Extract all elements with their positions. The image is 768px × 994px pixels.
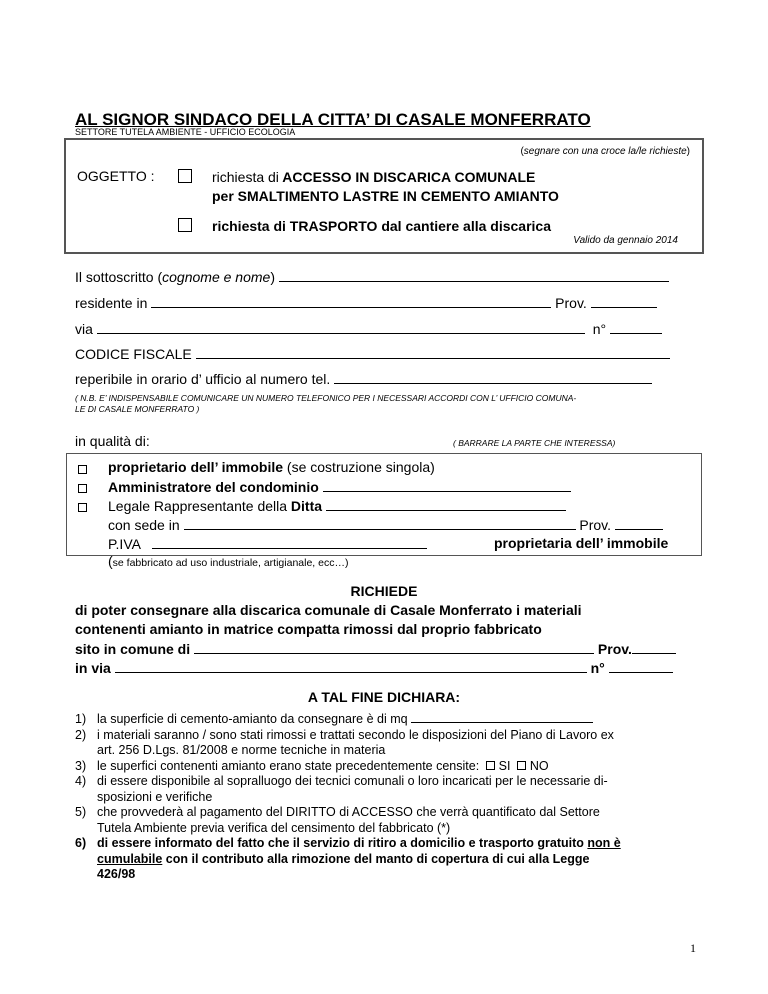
administrator-option: Amministratore del condominio bbox=[108, 478, 571, 495]
subject-label: OGGETTO : bbox=[77, 168, 155, 184]
name-field-row[interactable]: Il sottoscritto (cognome e nome) bbox=[75, 268, 669, 285]
vat-input-line[interactable] bbox=[152, 535, 427, 549]
street-row: via n° bbox=[75, 320, 662, 337]
capacity-label: in qualità di: bbox=[75, 433, 150, 449]
area-input-line[interactable] bbox=[411, 711, 593, 723]
legal-rep-checkbox[interactable] bbox=[78, 503, 87, 512]
request-access-checkbox[interactable] bbox=[178, 169, 192, 183]
declaration-heading: A TAL FINE DICHIARA: bbox=[307, 689, 461, 705]
tax-code-row: CODICE FISCALE bbox=[75, 345, 670, 362]
phone-note-line2: LE DI CASALE MONFERRATO ) bbox=[75, 404, 200, 414]
request-transport-checkbox[interactable] bbox=[178, 218, 192, 232]
owner-checkbox[interactable] bbox=[78, 465, 87, 474]
census-yes-checkbox[interactable] bbox=[486, 761, 495, 770]
industrial-note: (se fabbricato ad uso industriale, artigianale, ecc…) bbox=[108, 553, 349, 569]
request-line1: di poter consegnare alla discarica comunale di Casale Monferrato i materiali bbox=[75, 602, 582, 618]
street-input-line[interactable] bbox=[97, 320, 585, 334]
subject-box bbox=[64, 138, 704, 254]
name-input-line[interactable] bbox=[279, 268, 669, 282]
headquarters-input-line[interactable] bbox=[184, 516, 576, 530]
street-number-input-line[interactable] bbox=[610, 320, 662, 334]
site-input-line[interactable] bbox=[194, 640, 594, 654]
headquarters-prov-input-line[interactable] bbox=[615, 516, 663, 530]
capacity-note: ( BARRARE LA PARTE CHE INTERESSA) bbox=[453, 438, 616, 448]
declaration-item: 2) i materiali saranno / sono stati rimossi e trattati secondo le disposizioni del Piano di Lavoro ex bbox=[75, 727, 614, 742]
owner-company-label: proprietaria dell’ immobile bbox=[494, 535, 669, 551]
site-number-input-line[interactable] bbox=[609, 659, 673, 673]
request-transport-label: richiesta di TRASPORTO dal cantiere alla discarica bbox=[212, 218, 551, 234]
site-street-input-line[interactable] bbox=[115, 659, 587, 673]
vat-row: P.IVA bbox=[108, 535, 427, 552]
phone-input-line[interactable] bbox=[334, 370, 652, 384]
site-prov-input-line[interactable] bbox=[632, 640, 676, 654]
request-access-line1: richiesta di ACCESSO IN DISCARICA COMUNALE bbox=[212, 169, 536, 185]
declaration-item: 6) di essere informato del fatto che il servizio di ritiro a domicilio e trasporto gratuito non è bbox=[75, 836, 621, 850]
page-title: AL SIGNOR SINDACO DELLA CITTA’ DI CASALE MONFERRATO bbox=[75, 110, 591, 129]
subject-note: (segnare con una croce la/le richieste) bbox=[520, 146, 690, 157]
residence-row: residente in Prov. bbox=[75, 294, 657, 311]
phone-note-line1: ( N.B. E’ INDISPENSABILE COMUNICARE UN NUMERO TELEFONICO PER I NECESSARI ACCORDI CON L’ UFFICIO COMUNA- bbox=[75, 393, 577, 403]
request-line2: contenenti amianto in matrice compatta rimossi dal proprio fabbricato bbox=[75, 621, 542, 637]
request-access-line2: per SMALTIMENTO LASTRE IN CEMENTO AMIANTO bbox=[212, 188, 559, 204]
department-label: SETTORE TUTELA AMBIENTE - UFFICIO ECOLOGIA bbox=[75, 127, 296, 137]
declaration-item: 4) di essere disponibile al sopralluogo dei tecnici comunali o loro incaricati per le necessarie di- bbox=[75, 774, 608, 788]
phone-row: reperibile in orario d’ ufficio al numero tel. bbox=[75, 370, 652, 387]
site-street-row: in via n° bbox=[75, 659, 673, 676]
administrator-input-line[interactable] bbox=[323, 478, 571, 492]
census-no-checkbox[interactable] bbox=[517, 761, 526, 770]
declaration-item: 5) che provvederà al pagamento del DIRITTO di ACCESSO che verrà quantificato dal Settore bbox=[75, 805, 600, 819]
legal-rep-option: Legale Rappresentante della Ditta bbox=[108, 497, 566, 514]
declaration-item: 3) le superfici contenenti amianto erano state precedentemente censite: SI NO bbox=[75, 758, 549, 773]
residence-input-line[interactable] bbox=[151, 294, 551, 308]
site-row: sito in comune di Prov. bbox=[75, 640, 676, 657]
owner-option: proprietario dell’ immobile (se costruzione singola) bbox=[108, 459, 435, 475]
tax-code-input-line[interactable] bbox=[196, 345, 670, 359]
declaration-list: 1) la superficie di cemento-amianto da consegnare è di mq 2) i materiali saranno / sono stati rimossi e trattati secondo le disposizioni del Piano di Lavoro ex art. 256 D.Lgs. 81/2008 e norme tecniche in materia 3) le superfici contenenti amianto erano state precedentemente censite: SI NO 4) di essere disponibile al sopralluogo dei tecnici comunali o loro incaricati per le necessarie di- sposizioni e verifiche 5) che provvederà al pagamento del DIRITTO di ACCESSO che verrà quantificato dal Settore Tutela Ambiente previa verifica del censimento del fabbricato (*) 6) di essere informato del fatto che il servizio di ritiro a domicilio e trasporto gratuito non è cumulabile con il contributo alla rimozione del manto di copertura di cui alla Legge 426/98 bbox=[75, 711, 715, 883]
headquarters-row: con sede in Prov. bbox=[108, 516, 663, 533]
valid-from-note: Valido da gennaio 2014 bbox=[573, 235, 678, 246]
declaration-item: 1) la superficie di cemento-amianto da consegnare è di mq bbox=[75, 711, 715, 728]
administrator-checkbox[interactable] bbox=[78, 484, 87, 493]
company-input-line[interactable] bbox=[326, 497, 566, 511]
residence-prov-input-line[interactable] bbox=[591, 294, 657, 308]
request-heading: RICHIEDE bbox=[350, 583, 418, 599]
page-number: 1 bbox=[690, 941, 696, 955]
